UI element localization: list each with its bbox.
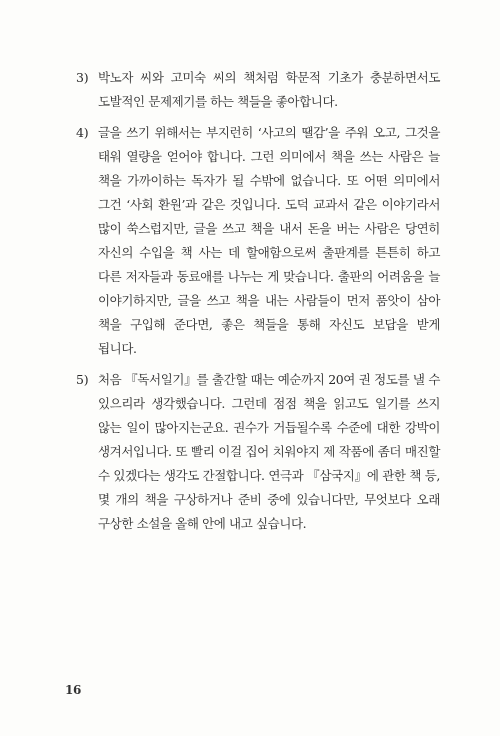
numbered-list	[76, 66, 440, 543]
list-item	[76, 121, 440, 361]
item-number: 3)	[76, 70, 89, 85]
item-number: 5)	[76, 372, 89, 387]
item-text: 글을 쓰기 위해서는 부지런히 ‘사고의 땔감’을 주워 오고, 그것을 태워 열량을 얻어야 합니다. 그런 의미에서 책을 쓰는 사람은 늘 책을 가까이하는 독자가 될 수밖에 없습니다. 또 어떤 의미에서 그건 ‘사회 환원’과 같은 것입니다. 도덕 교과서 같은 이야기라서 많이 쑥스럽지만, 글을 쓰고 책을 내서 돈을 버는 사람은 당연히 자신의 수입을 책 사는 데 할애함으로써 출판계를 튼튼히 하고 다른 저자들과 동료애를 나누는 게 맞습니다. 출판의 어려움을 늘 이야기하지만, 글을 쓰고 책을 내는 사람들이 먼저 품앗이 삼아 책을 구입해 준다면, 좋은 책들을 통해 자신도 보답을 받게 됩니다.	[98, 125, 440, 356]
page-number: 16	[65, 683, 82, 697]
item-text: 박노자 씨와 고미숙 씨의 책처럼 학문적 기초가 충분하면서도 도발적인 문제제기를 하는 책들을 좋아합니다.	[98, 70, 440, 109]
list-item	[76, 66, 440, 114]
item-number: 4)	[76, 125, 89, 140]
list-item	[76, 368, 440, 536]
item-text: 처음 『독서일기』를 출간할 때는 예순까지 20여 권 정도를 낼 수 있으리라 생각했습니다. 그런데 점점 책을 읽고도 일기를 쓰지 않는 일이 많아지는군요. 권수가 거듭될수록 수준에 대한 강박이 생겨서입니다. 또 빨리 이걸 집어 치워야지 제 작품에 좀더 매진할 수 있겠다는 생각도 간절합니다. 연극과 『삼국지』에 관한 책 등, 몇 개의 책을 구상하거나 준비 중에 있습니다만, 무엇보다 오래 구상한 소설을 올해 안에 내고 싶습니다.	[98, 372, 440, 531]
